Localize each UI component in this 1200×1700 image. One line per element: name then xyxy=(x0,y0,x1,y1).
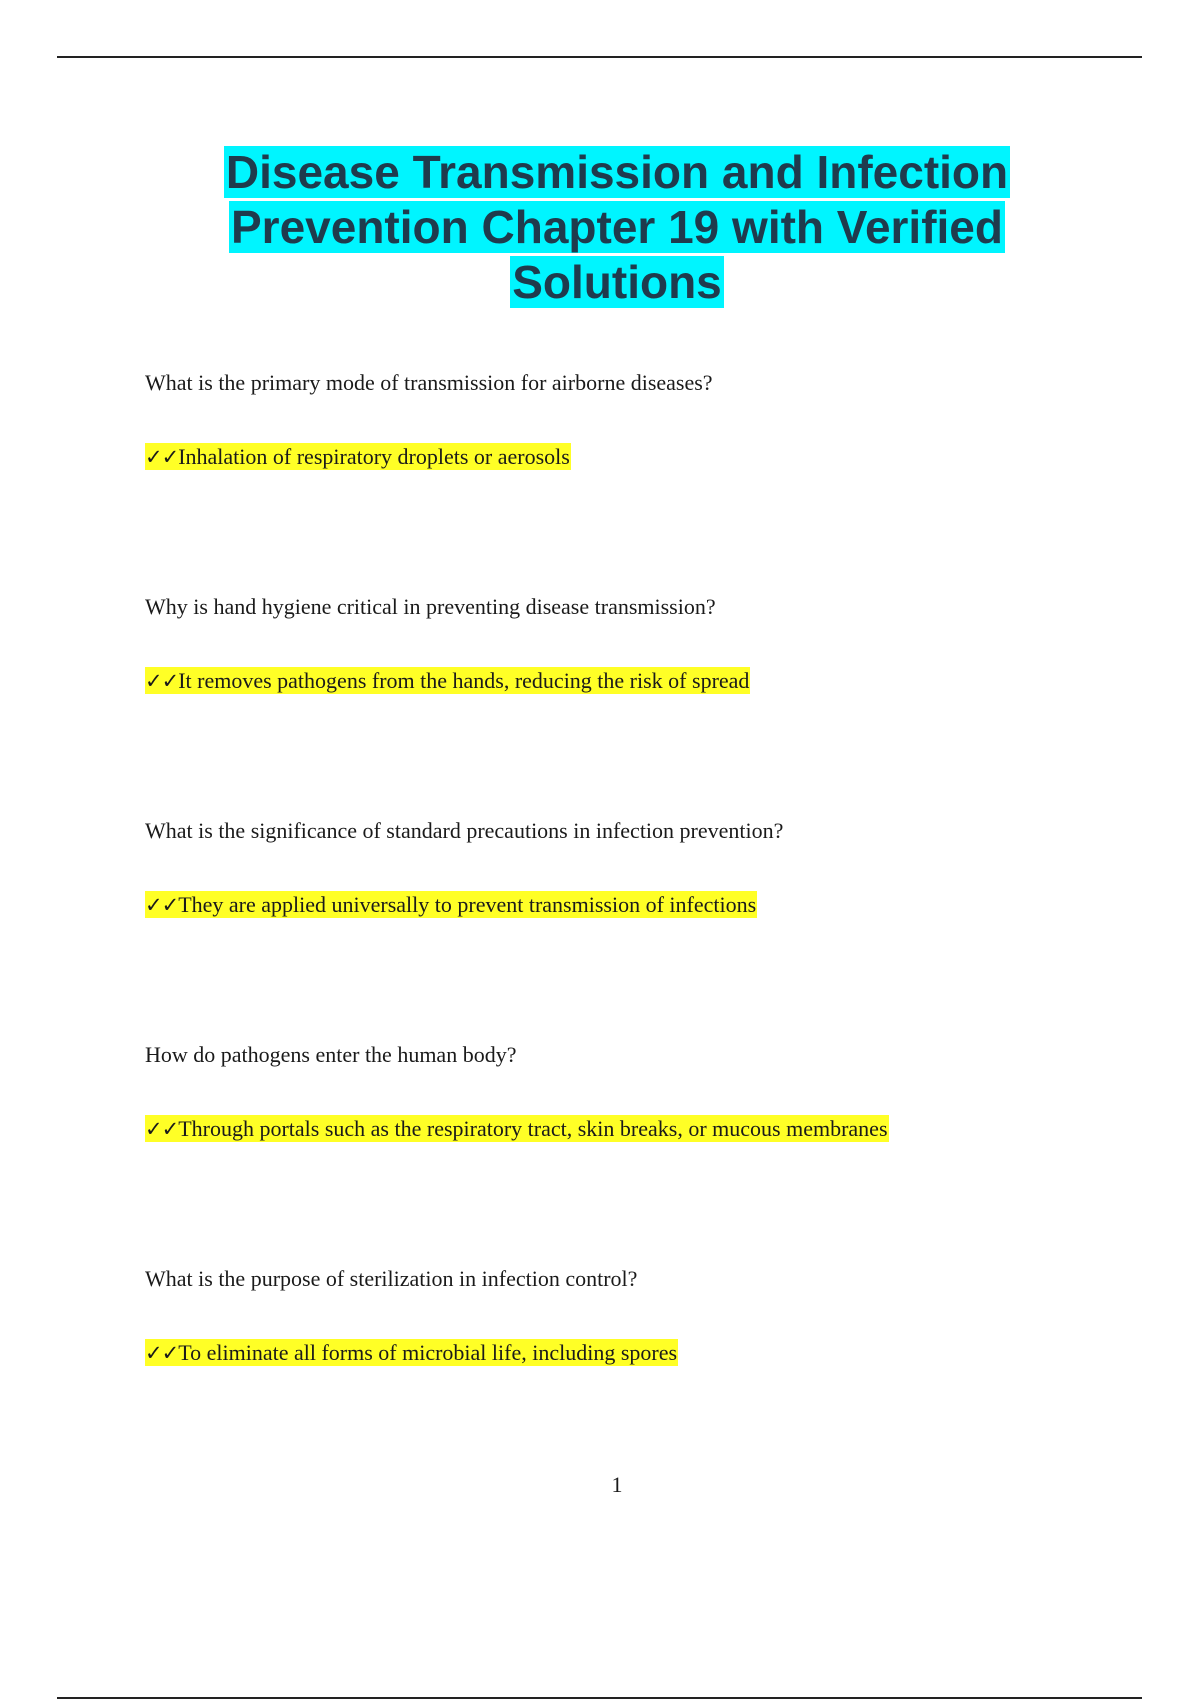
title-line-2: Prevention Chapter 19 with Verified xyxy=(231,201,1003,253)
document-title xyxy=(100,145,1134,310)
answer-line xyxy=(145,1116,1145,1142)
answer-text: Through portals such as the respiratory tract, skin breaks, or mucous membranes xyxy=(178,1116,888,1141)
answer-text: They are applied universally to prevent transmission of infections xyxy=(178,892,757,917)
qa-item-4 xyxy=(145,1042,1145,1142)
answer-text: It removes pathogens from the hands, reducing the risk of spread xyxy=(178,668,750,693)
double-check-icon: ✓✓ xyxy=(145,1341,179,1365)
question-text: Why is hand hygiene critical in preventing disease transmission? xyxy=(145,594,716,619)
question-text: How do pathogens enter the human body? xyxy=(145,1042,517,1067)
bottom-rule xyxy=(57,1697,1142,1699)
qa-item-3 xyxy=(145,818,1145,918)
qa-item-5 xyxy=(145,1266,1145,1366)
qa-item-1 xyxy=(145,370,1145,470)
answer-line xyxy=(145,668,1145,694)
qa-item-2 xyxy=(145,594,1145,694)
top-rule xyxy=(57,56,1142,58)
double-check-icon: ✓✓ xyxy=(145,1117,179,1141)
question-text: What is the significance of standard precautions in infection prevention? xyxy=(145,818,784,843)
double-check-icon: ✓✓ xyxy=(145,893,179,917)
question-text: What is the primary mode of transmission for airborne diseases? xyxy=(145,370,713,395)
answer-highlight xyxy=(145,1339,678,1366)
answer-line xyxy=(145,444,1145,470)
answer-highlight xyxy=(145,891,757,918)
answer-line xyxy=(145,1340,1145,1366)
answer-text: Inhalation of respiratory droplets or aerosols xyxy=(178,444,570,469)
answer-highlight xyxy=(145,443,571,470)
answer-line xyxy=(145,892,1145,918)
double-check-icon: ✓✓ xyxy=(145,445,179,469)
question-text: What is the purpose of sterilization in infection control? xyxy=(145,1266,638,1291)
answer-highlight xyxy=(145,1115,889,1142)
answer-text: To eliminate all forms of microbial life, including spores xyxy=(178,1340,678,1365)
answer-highlight xyxy=(145,667,750,694)
title-line-3: Solutions xyxy=(512,256,722,308)
title-line-1: Disease Transmission and Infection xyxy=(225,146,1009,198)
page-number: 1 xyxy=(611,1472,623,1497)
double-check-icon: ✓✓ xyxy=(145,669,179,693)
